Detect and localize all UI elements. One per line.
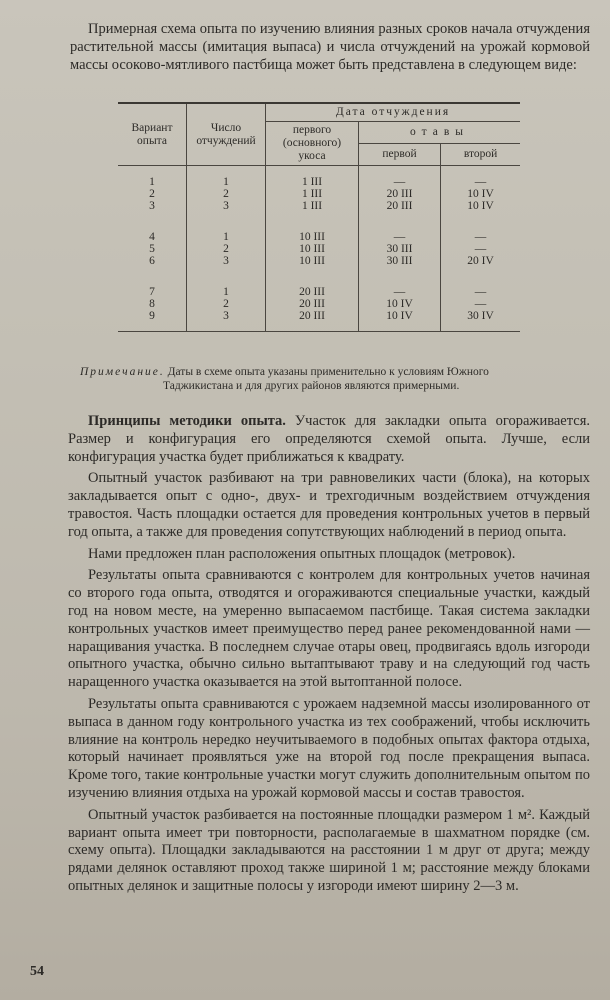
paragraph-text: Результаты опыта сравниваются с контролем для контрольных учетов начиная со второго года опыта, отводятся и огораживаются специальные участки, каждый год на новом месте, на умеренно выпасаемом пастбище. Такая система закладки контрольных участков имеет преимущество перед ранее рекомендованной нами — наращивания участка. В последнем случае отары овец, продвигаясь вдоль изгороди опытного участка, обычно сильно вытаптывают траву и на следующий год часть наращенного участка оказывается на этой вытоптанной полосе.: [68, 567, 590, 691]
intro-paragraph: Примерная схема опыта по изучению влияния разных сроков начала отчуждения растительной массы (имитация выпаса) и числа отчуждений на урожай кормовой массы осоково-мятливого пастбища может быть представлена в следующем виде:: [70, 21, 590, 73]
paragraph: [68, 546, 590, 564]
paragraph-text: Опытный участок разбивается на постоянные площадки размером 1 м². Каждый вариант опыта имеет три повторности, располагаемые в шахматном порядке (см. схему опыта). Площадки закладываются на расстоянии 1 м друг от друга; между рядами делянок оставляют проход также шириной 1 м; расстояние между блоками опытных делянок и защитные полосы у изгороди имеют ширину 2—3 м.: [68, 806, 590, 894]
header-dates: Дата отчуждения: [266, 103, 521, 122]
cell-variant: 9: [118, 310, 187, 332]
cell-first-cut: 20 III: [266, 298, 359, 310]
table-row: [118, 188, 520, 200]
cell-otava1: 20 III: [359, 200, 441, 221]
paragraph: [68, 567, 590, 692]
cell-variant: 7: [149, 286, 155, 298]
paragraph-text: Нами предложен план расположения опытных площадок (метровок).: [88, 545, 516, 562]
note-text-line2: Таджикистана и для других районов являются примерными.: [163, 380, 460, 392]
cell-first-cut: 1 III: [266, 188, 359, 200]
cell-variant: 2: [149, 188, 155, 200]
paragraph-text: Результаты опыта сравниваются с урожаем надземной массы изолированного от выпаса в данном году контрольного участка из тех соображений, чтобы исключить влияние на контроль нередко неучитываемого в подобных опытах фактора отдыха, который начинает проявляться уже на второй год после прекращения выпаса. Кроме того, такие контрольные участки могут служить дополнительным опытом по изучению влияния отдыха на урожай кормовой массы и состав травостоя.: [68, 695, 590, 801]
cell-otava1: —: [359, 221, 441, 243]
cell-otava1: 10 IV: [359, 310, 441, 332]
table-row: [118, 276, 520, 298]
cell-otava2: —: [441, 221, 520, 243]
cell-count: 2: [187, 188, 266, 200]
table-note: [80, 365, 592, 393]
cell-otava1: 30 III: [359, 255, 441, 276]
paragraph: [68, 470, 590, 541]
cell-first-cut: 1 III: [266, 200, 359, 221]
cell-count: 2: [187, 298, 266, 310]
paragraph: [68, 413, 590, 466]
table-row: [118, 298, 520, 310]
paragraph-text: Участок для закладки опыта огораживается. Размер и конфигурация его определяются схемой опыта. Лучше, если конфигурация участка будет приближаться к квадрату.: [68, 413, 590, 465]
header-count: Число отчуждений: [187, 103, 266, 166]
body-text: [68, 413, 590, 900]
cell-count: 2: [187, 243, 266, 255]
cell-first-cut: 10 III: [266, 243, 359, 255]
cell-otava1: 10 IV: [359, 298, 441, 310]
paragraph: [68, 807, 590, 896]
cell-variant: 5: [149, 243, 155, 255]
cell-otava2: —: [441, 298, 520, 310]
cell-otava2: 10 IV: [441, 200, 520, 221]
table-row: [118, 255, 520, 276]
table-row: [118, 221, 520, 243]
cell-count: 3: [187, 200, 266, 221]
header-variant: Вариант опыта: [118, 103, 187, 166]
cell-otava2: —: [441, 243, 520, 255]
cell-otava1: —: [359, 276, 441, 298]
cell-count: 3: [187, 255, 266, 276]
cell-first-cut: 20 III: [266, 310, 359, 332]
cell-first-cut: 20 III: [266, 276, 359, 298]
cell-count: 1: [187, 221, 266, 243]
page-number: 54: [30, 964, 44, 979]
paragraph-heading: Принципы методики опыта.: [88, 413, 286, 429]
cell-first-cut: 1 III: [266, 166, 359, 189]
cell-otava1: 30 III: [359, 243, 441, 255]
cell-variant: 4: [149, 231, 155, 243]
experiment-scheme-table: [118, 102, 520, 332]
table-row: [118, 243, 520, 255]
cell-otava2: 20 IV: [441, 255, 520, 276]
table-row: [118, 200, 520, 221]
cell-otava2: —: [441, 166, 520, 189]
paragraph: [68, 696, 590, 803]
cell-count: 1: [187, 166, 266, 189]
cell-variant: 1: [149, 176, 155, 188]
cell-first-cut: 10 III: [266, 221, 359, 243]
header-otava-second: второй: [441, 144, 520, 166]
cell-variant: 8: [149, 298, 155, 310]
cell-count: 3: [187, 310, 266, 332]
cell-otava2: —: [441, 276, 520, 298]
cell-variant: 6: [149, 255, 155, 267]
table-row: [118, 310, 520, 332]
table-body: [118, 166, 520, 332]
cell-otava2: 30 IV: [441, 310, 520, 332]
cell-otava1: —: [359, 166, 441, 189]
header-otava-first: первой: [359, 144, 441, 166]
cell-variant: 3: [149, 200, 155, 212]
cell-otava2: 10 IV: [441, 188, 520, 200]
header-otavy: отавы: [359, 122, 521, 144]
cell-count: 1: [187, 276, 266, 298]
note-text-line1: Даты в схеме опыта указаны применительно к условиям Южного: [167, 366, 489, 378]
cell-otava1: 20 III: [359, 188, 441, 200]
table-row: [118, 166, 520, 189]
cell-first-cut: 10 III: [266, 255, 359, 276]
note-label: Примечание.: [80, 366, 165, 378]
header-first-cut: первого (основного) укоса: [266, 122, 359, 166]
paragraph-text: Опытный участок разбивают на три равновеликих части (блока), на которых закладывается опыт с одно-, двух- и трехгодичным воздействием отчуждения травостоя. Часть площадки остается для проведения контрольных учетов в первый год опыта, а также для проведения сопутствующих наблюдений в период опыта.: [68, 470, 590, 540]
